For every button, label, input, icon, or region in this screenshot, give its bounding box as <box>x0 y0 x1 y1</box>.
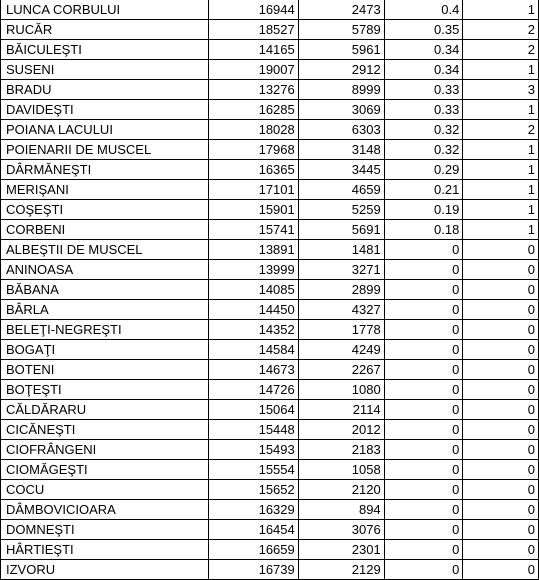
table-row <box>1 120 539 140</box>
locality-name-cell[interactable]: DÂMBOVICIOARA <box>1 500 209 520</box>
value-a-cell[interactable]: 18028 <box>209 120 299 140</box>
value-b-cell[interactable]: 3445 <box>298 160 384 180</box>
locality-name-cell[interactable]: CĂLDĂRARU <box>1 400 209 420</box>
count-cell[interactable]: 2 <box>463 20 539 40</box>
value-a-cell[interactable]: 16944 <box>209 0 299 20</box>
count-cell[interactable]: 1 <box>463 0 539 20</box>
count-cell[interactable]: 1 <box>463 160 539 180</box>
ratio-cell[interactable]: 0 <box>384 520 463 540</box>
value-a-cell[interactable]: 18527 <box>209 20 299 40</box>
value-b-cell[interactable]: 5691 <box>298 220 384 240</box>
ratio-cell[interactable]: 0 <box>384 360 463 380</box>
count-cell[interactable]: 1 <box>463 100 539 120</box>
table-row <box>1 180 539 200</box>
table-row <box>1 420 539 440</box>
count-cell[interactable]: 0 <box>463 320 539 340</box>
value-b-cell[interactable]: 1080 <box>298 380 384 400</box>
value-a-cell[interactable]: 17101 <box>209 180 299 200</box>
ratio-cell[interactable]: 0 <box>384 380 463 400</box>
count-cell[interactable]: 0 <box>463 560 539 580</box>
value-a-cell[interactable]: 16285 <box>209 100 299 120</box>
value-b-cell[interactable]: 2120 <box>298 480 384 500</box>
value-a-cell[interactable]: 13891 <box>209 240 299 260</box>
value-b-cell[interactable]: 5259 <box>298 200 384 220</box>
value-a-cell[interactable]: 13999 <box>209 260 299 280</box>
locality-name-cell[interactable]: DAVIDEŞTI <box>1 100 209 120</box>
locality-name-cell[interactable]: RUCĂR <box>1 20 209 40</box>
table-row <box>1 380 539 400</box>
value-b-cell[interactable]: 6303 <box>298 120 384 140</box>
value-a-cell[interactable]: 13276 <box>209 80 299 100</box>
count-cell[interactable]: 1 <box>463 60 539 80</box>
table-row <box>1 520 539 540</box>
ratio-cell[interactable]: 0 <box>384 420 463 440</box>
table-row <box>1 400 539 420</box>
ratio-cell[interactable]: 0.29 <box>384 160 463 180</box>
value-a-cell[interactable]: 17968 <box>209 140 299 160</box>
value-a-cell[interactable]: 14673 <box>209 360 299 380</box>
locality-name-cell[interactable]: CIOFRÂNGENI <box>1 440 209 460</box>
locality-name-cell[interactable]: DOMNEŞTI <box>1 520 209 540</box>
count-cell[interactable]: 1 <box>463 200 539 220</box>
locality-name-cell[interactable]: LUNCA CORBULUI <box>1 0 209 20</box>
locality-name-cell[interactable]: IZVORU <box>1 560 209 580</box>
count-cell[interactable]: 0 <box>463 240 539 260</box>
value-b-cell[interactable]: 2129 <box>298 560 384 580</box>
value-b-cell[interactable]: 2183 <box>298 440 384 460</box>
count-cell[interactable]: 0 <box>463 540 539 560</box>
ratio-cell[interactable]: 0.18 <box>384 220 463 240</box>
locality-name-cell[interactable]: CORBENI <box>1 220 209 240</box>
locality-name-cell[interactable]: COŞEŞTI <box>1 200 209 220</box>
ratio-cell[interactable]: 0.35 <box>384 20 463 40</box>
value-a-cell[interactable]: 14352 <box>209 320 299 340</box>
table-row <box>1 260 539 280</box>
value-a-cell[interactable]: 15448 <box>209 420 299 440</box>
count-cell[interactable]: 0 <box>463 260 539 280</box>
value-b-cell[interactable]: 8999 <box>298 80 384 100</box>
table-row <box>1 0 539 20</box>
value-a-cell[interactable]: 16329 <box>209 500 299 520</box>
ratio-cell[interactable]: 0.4 <box>384 0 463 20</box>
value-a-cell[interactable]: 14165 <box>209 40 299 60</box>
value-b-cell[interactable]: 2899 <box>298 280 384 300</box>
locality-name-cell[interactable]: BRADU <box>1 80 209 100</box>
count-cell[interactable]: 0 <box>463 500 539 520</box>
count-cell[interactable]: 0 <box>463 480 539 500</box>
count-cell[interactable]: 0 <box>463 280 539 300</box>
table-row <box>1 320 539 340</box>
value-a-cell[interactable]: 15901 <box>209 200 299 220</box>
ratio-cell[interactable]: 0 <box>384 340 463 360</box>
table-row <box>1 460 539 480</box>
table-row <box>1 140 539 160</box>
value-b-cell[interactable]: 3069 <box>298 100 384 120</box>
locality-name-cell[interactable]: CIOMĂGEŞTI <box>1 460 209 480</box>
ratio-cell[interactable]: 0 <box>384 540 463 560</box>
ratio-cell[interactable]: 0 <box>384 260 463 280</box>
table-row <box>1 540 539 560</box>
table-row <box>1 20 539 40</box>
value-b-cell[interactable]: 1481 <box>298 240 384 260</box>
ratio-cell[interactable]: 0.21 <box>384 180 463 200</box>
value-b-cell[interactable]: 5961 <box>298 40 384 60</box>
locality-name-cell[interactable]: COCU <box>1 480 209 500</box>
locality-name-cell[interactable]: BÂRLA <box>1 300 209 320</box>
table-row <box>1 340 539 360</box>
table-row <box>1 500 539 520</box>
table-row <box>1 300 539 320</box>
locality-name-cell[interactable]: MERIŞANI <box>1 180 209 200</box>
table-row <box>1 220 539 240</box>
ratio-cell[interactable]: 0 <box>384 480 463 500</box>
value-a-cell[interactable]: 14085 <box>209 280 299 300</box>
value-a-cell[interactable]: 14726 <box>209 380 299 400</box>
value-b-cell[interactable]: 4327 <box>298 300 384 320</box>
ratio-cell[interactable]: 0.32 <box>384 120 463 140</box>
table-row <box>1 100 539 120</box>
ratio-cell[interactable]: 0.34 <box>384 40 463 60</box>
locality-name-cell[interactable]: ANINOASA <box>1 260 209 280</box>
ratio-cell[interactable]: 0.33 <box>384 80 463 100</box>
count-cell[interactable]: 2 <box>463 120 539 140</box>
count-cell[interactable]: 0 <box>463 420 539 440</box>
value-a-cell[interactable]: 19007 <box>209 60 299 80</box>
locality-name-cell[interactable]: DÂRMĂNEŞTI <box>1 160 209 180</box>
value-b-cell[interactable]: 3076 <box>298 520 384 540</box>
value-b-cell[interactable]: 2267 <box>298 360 384 380</box>
count-cell[interactable]: 1 <box>463 140 539 160</box>
count-cell[interactable]: 0 <box>463 460 539 480</box>
value-b-cell[interactable]: 2473 <box>298 0 384 20</box>
value-b-cell[interactable]: 3148 <box>298 140 384 160</box>
table-row <box>1 560 539 580</box>
value-a-cell[interactable]: 15554 <box>209 460 299 480</box>
count-cell[interactable]: 0 <box>463 400 539 420</box>
locality-name-cell[interactable]: POIANA LACULUI <box>1 120 209 140</box>
value-a-cell[interactable]: 16659 <box>209 540 299 560</box>
ratio-cell[interactable]: 0 <box>384 400 463 420</box>
locality-name-cell[interactable]: BĂICULEŞTI <box>1 40 209 60</box>
value-a-cell[interactable]: 14584 <box>209 340 299 360</box>
value-b-cell[interactable]: 894 <box>298 500 384 520</box>
value-a-cell[interactable]: 15493 <box>209 440 299 460</box>
value-a-cell[interactable]: 16739 <box>209 560 299 580</box>
value-b-cell[interactable]: 2912 <box>298 60 384 80</box>
ratio-cell[interactable]: 0 <box>384 560 463 580</box>
ratio-cell[interactable]: 0 <box>384 500 463 520</box>
value-b-cell[interactable]: 1778 <box>298 320 384 340</box>
ratio-cell[interactable]: 0 <box>384 460 463 480</box>
value-b-cell[interactable]: 4659 <box>298 180 384 200</box>
count-cell[interactable]: 0 <box>463 380 539 400</box>
table-row <box>1 240 539 260</box>
value-b-cell[interactable]: 2301 <box>298 540 384 560</box>
table-row <box>1 440 539 460</box>
table-row <box>1 480 539 500</box>
count-cell[interactable]: 1 <box>463 220 539 240</box>
ratio-cell[interactable]: 0 <box>384 440 463 460</box>
count-cell[interactable]: 0 <box>463 300 539 320</box>
value-a-cell[interactable]: 15064 <box>209 400 299 420</box>
ratio-cell[interactable]: 0.19 <box>384 200 463 220</box>
ratio-cell[interactable]: 0 <box>384 320 463 340</box>
locality-name-cell[interactable]: HÂRTIEŞTI <box>1 540 209 560</box>
value-b-cell[interactable]: 5789 <box>298 20 384 40</box>
count-cell[interactable]: 0 <box>463 520 539 540</box>
table-row <box>1 280 539 300</box>
locality-name-cell[interactable]: BELEŢI-NEGREŞTI <box>1 320 209 340</box>
value-a-cell[interactable]: 16454 <box>209 520 299 540</box>
value-a-cell[interactable]: 14450 <box>209 300 299 320</box>
ratio-cell[interactable]: 0.33 <box>384 100 463 120</box>
count-cell[interactable]: 0 <box>463 440 539 460</box>
locality-name-cell[interactable]: BOTENI <box>1 360 209 380</box>
locality-name-cell[interactable]: BOŢEŞTI <box>1 380 209 400</box>
value-a-cell[interactable]: 16365 <box>209 160 299 180</box>
table-row <box>1 200 539 220</box>
value-b-cell[interactable]: 2114 <box>298 400 384 420</box>
ratio-cell[interactable]: 0 <box>384 300 463 320</box>
value-b-cell[interactable]: 4249 <box>298 340 384 360</box>
ratio-cell[interactable]: 0 <box>384 240 463 260</box>
count-cell[interactable]: 3 <box>463 80 539 100</box>
locality-name-cell[interactable]: SUSENI <box>1 60 209 80</box>
value-a-cell[interactable]: 15741 <box>209 220 299 240</box>
locality-name-cell[interactable]: BĂBANA <box>1 280 209 300</box>
ratio-cell[interactable]: 0.32 <box>384 140 463 160</box>
value-b-cell[interactable]: 1058 <box>298 460 384 480</box>
table-row <box>1 80 539 100</box>
locality-name-cell[interactable]: ALBEŞTII DE MUSCEL <box>1 240 209 260</box>
table-body <box>1 0 539 580</box>
locality-name-cell[interactable]: CICĂNEŞTI <box>1 420 209 440</box>
ratio-cell[interactable]: 0 <box>384 280 463 300</box>
locality-name-cell[interactable]: POIENARII DE MUSCEL <box>1 140 209 160</box>
table-row <box>1 40 539 60</box>
locality-name-cell[interactable]: BOGAŢI <box>1 340 209 360</box>
count-cell[interactable]: 0 <box>463 340 539 360</box>
table-row <box>1 360 539 380</box>
count-cell[interactable]: 1 <box>463 180 539 200</box>
value-b-cell[interactable]: 3271 <box>298 260 384 280</box>
value-b-cell[interactable]: 2012 <box>298 420 384 440</box>
value-a-cell[interactable]: 15652 <box>209 480 299 500</box>
count-cell[interactable]: 2 <box>463 40 539 60</box>
ratio-cell[interactable]: 0.34 <box>384 60 463 80</box>
table-row <box>1 160 539 180</box>
table-row <box>1 60 539 80</box>
count-cell[interactable]: 0 <box>463 360 539 380</box>
